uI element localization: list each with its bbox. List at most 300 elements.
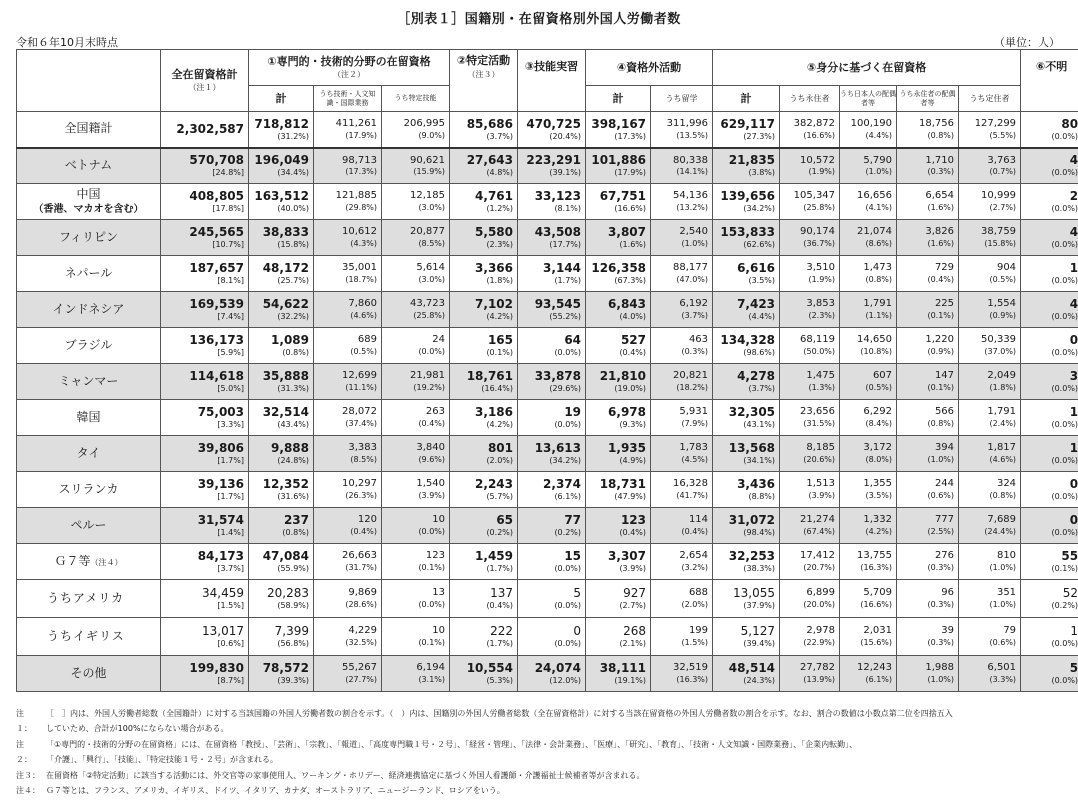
footnote-label: 注 — [16, 709, 24, 718]
value-cell — [382, 436, 450, 472]
value-cell — [840, 148, 897, 184]
share-percent: (0.1%) — [927, 382, 955, 392]
share-percent: (39.4%) — [743, 639, 776, 648]
worker-count: 688 — [688, 587, 709, 599]
value-cell — [586, 292, 651, 328]
worker-count: 136,173 — [189, 333, 244, 347]
value-cell — [840, 328, 897, 364]
worker-count: 18,761 — [466, 369, 514, 383]
worker-count: 18,731 — [599, 477, 647, 491]
worker-count: 32,305 — [728, 405, 776, 419]
value-cell — [518, 656, 586, 692]
worker-count: 4,229 — [348, 625, 377, 637]
value-cell — [780, 436, 840, 472]
worker-count: 3,186 — [475, 405, 514, 419]
worker-count: 6,292 — [863, 406, 893, 418]
worker-count: 39 — [941, 625, 955, 637]
worker-count: 570,708 — [189, 153, 244, 168]
worker-count: 777 — [934, 514, 955, 526]
worker-count: 20,877 — [410, 226, 446, 238]
worker-count: 689 — [357, 334, 377, 346]
share-percent: (0.0%) — [1051, 168, 1078, 178]
nationality-name: 中国 — [76, 187, 101, 202]
worker-count: 14,650 — [857, 334, 893, 346]
worker-count: 527 — [620, 333, 647, 347]
worker-count: 13 — [432, 587, 446, 599]
nationality-name: インドネシア — [52, 301, 125, 316]
value-cell — [161, 508, 249, 544]
worker-count: 101,886 — [591, 153, 647, 168]
share-percent: (32.5%) — [345, 637, 377, 647]
value-cell — [450, 436, 518, 472]
worker-count: 114,618 — [189, 369, 244, 383]
nationality-name: ベトナム — [64, 157, 113, 172]
value-cell — [651, 184, 713, 220]
worker-count: 26,663 — [342, 550, 377, 562]
value-cell — [651, 400, 713, 436]
value-cell — [959, 292, 1021, 328]
share-percent: (0.4%) — [418, 418, 446, 428]
value-cell — [959, 256, 1021, 292]
share-percent: (1.9%) — [808, 167, 836, 176]
table-row — [17, 292, 1078, 328]
value-cell — [518, 436, 586, 472]
worker-count: 4 — [1069, 297, 1078, 311]
share-percent: (36.7%) — [803, 238, 836, 248]
footnote-label: 注３： — [16, 770, 40, 780]
value-cell — [713, 256, 780, 292]
value-cell — [314, 436, 382, 472]
worker-count: 38,759 — [981, 226, 1017, 238]
share-percent: (18.7%) — [345, 274, 377, 284]
worker-count: 3,436 — [737, 477, 776, 491]
worker-count: 96 — [941, 587, 955, 599]
share-percent: (0.0%) — [418, 599, 446, 609]
worker-count: 1,791 — [987, 406, 1017, 418]
share-percent: (18.2%) — [676, 382, 709, 392]
value-cell — [1021, 472, 1078, 508]
value-cell — [450, 328, 518, 364]
share-percent: (32.2%) — [277, 312, 309, 321]
share-percent: (0.0%) — [418, 346, 446, 356]
table-row — [17, 364, 1078, 400]
value-cell — [780, 400, 840, 436]
value-cell — [1021, 508, 1078, 544]
worker-count: 225 — [934, 298, 955, 310]
worker-count: 629,117 — [720, 116, 776, 131]
header-engineer: うち技術・人文知識・国際業務 — [314, 86, 382, 112]
unit-label: （単位：人） — [994, 36, 1060, 49]
value-cell — [1021, 292, 1078, 328]
value-cell — [840, 400, 897, 436]
value-cell — [314, 400, 382, 436]
share-percent: (4.9%) — [619, 456, 647, 465]
share-percent: (20.4%) — [549, 131, 582, 141]
share-percent: (27.7%) — [345, 674, 377, 684]
share-percent: (4.2%) — [865, 526, 893, 536]
worker-count: 718,812 — [254, 116, 309, 131]
share-percent: (2.0%) — [486, 456, 514, 465]
share-percent: (1.6%) — [619, 240, 647, 249]
worker-count: 31,574 — [197, 513, 244, 527]
value-cell — [651, 472, 713, 508]
table-row — [17, 112, 1078, 148]
value-cell — [897, 580, 959, 618]
worker-count: 2,540 — [679, 226, 709, 238]
worker-count: 351 — [996, 587, 1017, 599]
worker-count: 5 — [1069, 661, 1078, 675]
value-cell — [161, 256, 249, 292]
worker-count: 16,656 — [857, 190, 893, 202]
worker-count: 34,459 — [202, 586, 244, 600]
worker-count: 470,725 — [526, 116, 582, 131]
share-percent: (1.1%) — [865, 310, 893, 320]
nationality-name: 全国籍計 — [64, 121, 113, 136]
worker-count: 32,253 — [728, 549, 776, 563]
worker-count: 127,299 — [974, 118, 1017, 129]
worker-count: 1,475 — [806, 370, 836, 382]
worker-count: 324 — [996, 478, 1017, 490]
footnote — [16, 706, 1066, 721]
share-percent: (0.8%) — [865, 274, 893, 284]
share-percent: (0.4%) — [619, 528, 647, 537]
share-percent: (25.8%) — [413, 310, 446, 320]
share-percent: (0.0%) — [1051, 420, 1078, 429]
table-row — [17, 220, 1078, 256]
worker-count: 408,805 — [189, 189, 244, 203]
worker-count: 2,243 — [475, 477, 514, 491]
share-percent: (4.4%) — [865, 130, 893, 140]
share-percent: (2.4%) — [989, 418, 1017, 428]
value-cell — [518, 472, 586, 508]
value-cell — [314, 544, 382, 580]
worker-count: 38,111 — [599, 661, 647, 675]
worker-count: 12,699 — [342, 370, 377, 382]
worker-count: 27,782 — [800, 662, 836, 674]
worker-count: 47,084 — [262, 549, 309, 563]
share-percent: (24.8%) — [277, 456, 309, 465]
footnote-text: していため、合計が100%にならない場合がある。 — [46, 724, 229, 734]
value-cell — [840, 544, 897, 580]
value-cell — [161, 436, 249, 472]
share-percent: (4.8%) — [486, 168, 514, 178]
worker-count: 6,899 — [806, 587, 836, 599]
value-cell — [713, 618, 780, 656]
share-percent: (5.3%) — [486, 676, 514, 685]
table-row — [17, 618, 1078, 656]
value-cell — [959, 544, 1021, 580]
value-cell — [382, 292, 450, 328]
worker-count: 2,049 — [987, 370, 1017, 382]
footnotes — [16, 706, 1066, 798]
worker-count: 206,995 — [403, 118, 446, 129]
worker-count: 43,723 — [410, 298, 446, 310]
value-cell — [780, 220, 840, 256]
value-cell — [518, 220, 586, 256]
header-outside: ④資格外活動 — [586, 50, 713, 86]
share-percent: (11.1%) — [345, 382, 377, 392]
worker-count: 3,366 — [475, 261, 514, 275]
value-cell — [713, 400, 780, 436]
value-cell — [651, 148, 713, 184]
header-designated: ②特定活動 （注３） — [450, 50, 518, 112]
table-row — [17, 544, 1078, 580]
value-cell — [518, 364, 586, 400]
worker-count: 13,055 — [733, 586, 776, 600]
share-percent: (0.6%) — [927, 490, 955, 500]
worker-count: 54,622 — [262, 297, 309, 311]
nationality-name: その他 — [70, 665, 107, 680]
value-cell — [518, 328, 586, 364]
value-cell — [249, 544, 314, 580]
share-percent: (0.6%) — [989, 637, 1017, 647]
worker-count: 398,167 — [591, 116, 647, 131]
share-percent: (8.8%) — [748, 492, 776, 501]
worker-count: 382,872 — [793, 118, 836, 129]
share-percent: (0.4%) — [619, 348, 647, 357]
nationality-cell — [17, 436, 161, 472]
share-percent: (0.9%) — [989, 310, 1017, 320]
value-cell — [518, 400, 586, 436]
footnote — [16, 783, 1066, 798]
share-percent: (1.0%) — [681, 238, 709, 248]
share-percent: (3.9%) — [418, 490, 446, 500]
worker-count: 105,347 — [793, 190, 836, 202]
as-of-date: 令和６年10月末時点 — [16, 36, 118, 49]
worker-count: 8,185 — [806, 442, 836, 454]
worker-count: 21,274 — [800, 514, 836, 526]
nationality-cell — [17, 580, 161, 618]
worker-count: 3,826 — [925, 226, 955, 238]
worker-count: 33,123 — [534, 189, 582, 203]
share-percent: (16.6%) — [860, 599, 893, 609]
value-cell — [897, 220, 959, 256]
value-cell — [450, 184, 518, 220]
value-cell — [586, 618, 651, 656]
value-cell — [651, 656, 713, 692]
worker-count: 311,996 — [666, 118, 709, 129]
worker-count: 6,501 — [987, 662, 1017, 674]
value-cell — [897, 292, 959, 328]
worker-count: 33,878 — [534, 369, 582, 383]
value-cell — [586, 508, 651, 544]
share-percent: (3.7%) — [748, 384, 776, 393]
value-cell — [161, 148, 249, 184]
worker-count: 276 — [934, 550, 955, 562]
worker-count: 1,710 — [925, 154, 955, 166]
worker-count: 3,307 — [608, 549, 647, 563]
worker-count: 1,791 — [863, 298, 893, 310]
share-percent: (2.3%) — [486, 240, 514, 249]
share-percent: (8.6%) — [865, 238, 893, 248]
share-percent: (38.3%) — [743, 564, 776, 573]
share-percent: (4.6%) — [989, 454, 1017, 464]
worker-count: 64 — [564, 333, 582, 347]
worker-count: 24,074 — [534, 661, 582, 675]
share-percent: (17.9%) — [614, 168, 647, 178]
share-percent: (17.9%) — [345, 130, 377, 140]
worker-count: 90,174 — [800, 226, 836, 238]
value-cell — [780, 472, 840, 508]
value-cell — [959, 148, 1021, 184]
value-cell — [651, 112, 713, 148]
share-percent: (0.0%) — [1051, 204, 1078, 213]
worker-count: 10,297 — [342, 478, 377, 490]
share-percent: (19.2%) — [413, 382, 446, 392]
value-cell — [840, 472, 897, 508]
value-cell — [959, 400, 1021, 436]
value-cell — [314, 328, 382, 364]
share-percent: (0.4%) — [486, 601, 514, 610]
worker-count: 28,072 — [342, 406, 377, 418]
value-cell — [161, 112, 249, 148]
worker-count: 39,136 — [197, 477, 244, 491]
nationality-cell — [17, 508, 161, 544]
share-percent: (15.6%) — [860, 637, 893, 647]
footnote — [16, 768, 1066, 783]
value-cell — [518, 580, 586, 618]
share-percent: (4.2%) — [486, 312, 514, 321]
value-cell — [897, 618, 959, 656]
share-percent: (55.9%) — [277, 564, 309, 573]
share-percent: (0.0%) — [1051, 131, 1078, 141]
value-cell — [314, 508, 382, 544]
share-percent: (20.0%) — [803, 599, 836, 609]
worker-count: 10,554 — [466, 661, 514, 675]
worker-count: 4,761 — [475, 189, 514, 203]
worker-count: 137 — [490, 586, 514, 600]
value-cell — [713, 544, 780, 580]
value-cell — [840, 580, 897, 618]
share-percent: (31.2%) — [277, 131, 309, 141]
share-percent: (0.8%) — [282, 528, 309, 537]
header-status-total: 計 — [713, 86, 780, 112]
share-percent: (20.6%) — [803, 454, 836, 464]
worker-count: 394 — [934, 442, 955, 454]
value-cell — [897, 436, 959, 472]
nationality-cell — [17, 112, 161, 148]
value-cell — [713, 112, 780, 148]
share-percent: (3.7%) — [681, 310, 709, 320]
share-percent: (29.6%) — [549, 384, 582, 393]
share-percent: (0.0%) — [554, 639, 582, 648]
worker-count: 3,763 — [987, 154, 1017, 166]
nationality-cell — [17, 292, 161, 328]
worker-count: 801 — [487, 441, 514, 455]
worker-count: 5,127 — [740, 624, 776, 638]
share-percent: (67.4%) — [803, 526, 836, 536]
value-cell — [382, 148, 450, 184]
worker-count: 3,510 — [806, 262, 836, 274]
value-cell — [897, 148, 959, 184]
worker-count: 78,572 — [262, 661, 309, 675]
worker-count: 199 — [688, 625, 709, 637]
worker-count: 6,654 — [925, 190, 955, 202]
value-cell — [959, 436, 1021, 472]
workers-table — [16, 49, 1078, 692]
share-percent: (1.0%) — [927, 454, 955, 464]
value-cell — [651, 220, 713, 256]
value-cell — [897, 112, 959, 148]
worker-count: 10,612 — [342, 226, 377, 238]
worker-count: 9,888 — [271, 441, 309, 455]
share-percent: (67.3%) — [614, 276, 647, 285]
value-cell — [1021, 256, 1078, 292]
value-cell — [959, 328, 1021, 364]
value-cell — [713, 184, 780, 220]
share-percent: (47.0%) — [676, 274, 709, 284]
footnote-label: ２： — [16, 755, 32, 765]
share-percent: [1.7%] — [217, 492, 244, 501]
header-spouse-jp: うち日本人の配偶者等 — [840, 86, 897, 112]
worker-count: 927 — [623, 586, 647, 600]
share-percent: (16.4%) — [481, 384, 514, 393]
value-cell — [518, 256, 586, 292]
worker-count: 21,981 — [410, 370, 446, 382]
value-cell — [382, 364, 450, 400]
share-percent: (0.0%) — [1051, 240, 1078, 249]
value-cell — [959, 112, 1021, 148]
table-body — [17, 112, 1078, 692]
worker-count: 187,657 — [189, 261, 244, 275]
share-percent: (5.7%) — [486, 492, 514, 501]
share-percent: (2.3%) — [808, 310, 836, 320]
value-cell — [249, 472, 314, 508]
value-cell — [840, 292, 897, 328]
header-nationality — [17, 50, 161, 112]
worker-count: 4,278 — [737, 369, 776, 383]
worker-count: 35,888 — [262, 369, 309, 383]
share-percent: (13.2%) — [676, 202, 709, 212]
worker-count: 1,513 — [806, 478, 836, 490]
value-cell — [586, 400, 651, 436]
worker-count: 13,017 — [202, 624, 244, 638]
worker-count: 169,539 — [189, 297, 244, 311]
value-cell — [651, 436, 713, 472]
nationality-name: 韓国 — [76, 409, 101, 424]
value-cell — [780, 544, 840, 580]
worker-count: 52 — [1062, 586, 1078, 600]
value-cell — [840, 256, 897, 292]
share-percent: (43.1%) — [743, 420, 776, 429]
worker-count: 21,835 — [728, 153, 776, 168]
worker-count: 1,783 — [679, 442, 709, 454]
worker-count: 43,508 — [534, 225, 582, 239]
share-percent: (0.3%) — [927, 167, 955, 176]
value-cell — [161, 364, 249, 400]
worker-count: 98,713 — [342, 154, 377, 166]
worker-count: 0 — [1069, 477, 1078, 491]
worker-count: 0 — [1069, 333, 1078, 347]
value-cell — [450, 580, 518, 618]
value-cell — [713, 656, 780, 692]
worker-count: 120 — [357, 514, 377, 526]
share-percent: (39.3%) — [277, 676, 309, 685]
value-cell — [382, 220, 450, 256]
value-cell — [314, 112, 382, 148]
worker-count: 1,988 — [925, 662, 955, 674]
table-row — [17, 184, 1078, 220]
header-long-term: うち定住者 — [959, 86, 1021, 112]
worker-count: 1,935 — [608, 441, 647, 455]
share-percent: (0.4%) — [927, 274, 955, 284]
nationality-cell — [17, 400, 161, 436]
footnote-text: 在留資格「②特定活動」に該当する活動には、外交官等の家事使用人、ワーキング・ホリデー、経済連携協定に基づく外国人看護師・介護福祉士候補者等が含まれる。 — [46, 770, 645, 780]
value-cell — [780, 580, 840, 618]
value-cell — [1021, 544, 1078, 580]
value-cell — [161, 618, 249, 656]
worker-count: 123 — [620, 513, 647, 527]
